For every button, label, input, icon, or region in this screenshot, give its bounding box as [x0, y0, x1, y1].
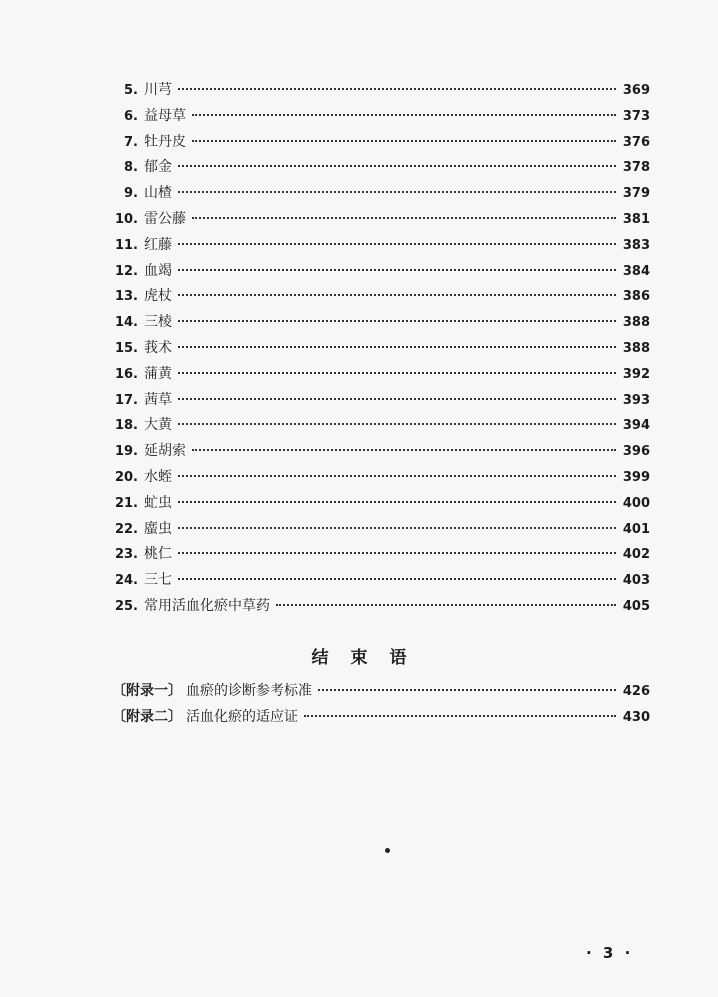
toc-entry: [104, 388, 650, 414]
toc-entry-number: 23.: [114, 547, 138, 563]
toc-entry: [104, 181, 650, 207]
dot-leader: [192, 449, 616, 451]
toc-entry-number: 13.: [114, 289, 138, 305]
dot-leader: [178, 346, 616, 348]
toc-entry-number: 16.: [114, 366, 138, 382]
toc-entry-page: 393: [622, 392, 650, 408]
toc-entry-title: 郁金: [144, 159, 172, 176]
toc-entry-title: 虻虫: [144, 494, 172, 511]
toc-entry-title: 三七: [144, 572, 172, 589]
dot-leader: [178, 475, 616, 477]
toc-entry-page: 399: [622, 469, 650, 485]
toc-entry-page: 384: [622, 263, 650, 279]
toc-entry: [104, 517, 650, 543]
toc-entry-title: 䗪虫: [144, 520, 172, 537]
toc-entry-page: 392: [622, 366, 650, 382]
toc-entry-page: 383: [622, 237, 650, 253]
toc-entry-number: 18.: [114, 418, 138, 434]
toc-entry-title: 雷公藤: [144, 210, 186, 227]
toc-entry-title: 桃仁: [144, 546, 172, 563]
dot-leader: [178, 165, 616, 167]
appendix-page: 430: [622, 710, 650, 725]
appendix-list: [112, 678, 650, 730]
toc-entry: [104, 542, 650, 568]
dot-leader: [178, 527, 616, 529]
section-heading: 结束语: [311, 648, 429, 668]
toc-entry-page: 381: [622, 211, 650, 227]
toc-entry: [104, 413, 650, 439]
toc-entry-title: 茜草: [144, 391, 172, 408]
dot-leader: [178, 88, 616, 90]
toc-entry-page: 394: [622, 418, 650, 434]
dot-leader: [304, 715, 616, 717]
toc-entry-number: 22.: [114, 521, 138, 537]
dot-leader: [178, 501, 616, 503]
toc-entry: [104, 78, 650, 104]
appendix-label: 〔附录二〕: [112, 709, 182, 725]
table-of-contents: [104, 78, 650, 620]
toc-entry: [104, 155, 650, 181]
toc-entry-number: 9.: [124, 186, 138, 202]
toc-entry-number: 11.: [114, 237, 138, 253]
toc-entry-title: 川芎: [144, 82, 172, 98]
appendix-title: 活血化瘀的适应证: [186, 709, 298, 725]
toc-entry-page: 386: [622, 289, 650, 305]
dot-leader: [178, 191, 616, 193]
toc-entry-title: 山楂: [144, 185, 172, 202]
toc-entry-page: 396: [622, 444, 650, 460]
dot-leader: [178, 320, 616, 322]
dot-leader: [178, 578, 616, 580]
toc-entry-title: 益母草: [144, 107, 186, 124]
appendix-entry: [112, 678, 650, 704]
toc-entry-number: 15.: [114, 340, 138, 356]
toc-entry-number: 6.: [124, 108, 138, 124]
toc-entry: [104, 259, 650, 285]
dot-leader: [178, 552, 616, 554]
toc-entry-page: 400: [622, 495, 650, 511]
dot-leader: [178, 294, 616, 296]
toc-entry-page: 378: [622, 160, 650, 176]
toc-entry: [104, 568, 650, 594]
dot-leader: [318, 689, 616, 691]
toc-entry-title: 牡丹皮: [144, 133, 186, 150]
toc-entry-number: 10.: [114, 211, 138, 227]
toc-entry-number: 7.: [124, 134, 138, 150]
toc-entry: [104, 594, 650, 620]
toc-entry-page: 388: [622, 340, 650, 356]
appendix-entry: [112, 704, 650, 730]
appendix-title: 血瘀的诊断参考标准: [186, 683, 312, 699]
page-number: · 3 ·: [586, 944, 634, 962]
dot-leader: [192, 140, 616, 142]
toc-entry-title: 红藤: [144, 236, 172, 253]
toc-entry: [104, 310, 650, 336]
dot-leader: [178, 423, 616, 425]
toc-entry: [104, 130, 650, 156]
toc-entry-number: 24.: [114, 573, 138, 589]
toc-entry-page: 376: [622, 134, 650, 150]
appendix-page: 426: [622, 684, 650, 699]
toc-entry-title: 延胡索: [144, 443, 186, 460]
toc-entry-number: 25.: [114, 598, 138, 614]
toc-entry-number: 21.: [114, 495, 138, 511]
toc-entry-title: 水蛭: [144, 468, 172, 485]
toc-entry-number: 8.: [124, 160, 138, 176]
toc-entry: [104, 362, 650, 388]
toc-entry-title: 蒲黄: [144, 365, 172, 382]
toc-entry-page: 405: [622, 598, 650, 614]
toc-entry-title: 虎杖: [144, 288, 172, 305]
toc-entry: [104, 336, 650, 362]
dot-leader: [178, 372, 616, 374]
toc-entry-page: 403: [622, 573, 650, 589]
toc-entry-number: 5.: [124, 83, 138, 98]
toc-entry-number: 12.: [114, 263, 138, 279]
toc-entry-title: 常用活血化瘀中草药: [144, 597, 270, 614]
dot-leader: [192, 217, 616, 219]
appendix-label: 〔附录一〕: [112, 683, 182, 699]
toc-entry-page: 369: [622, 83, 650, 98]
toc-entry-title: 莪术: [144, 339, 172, 356]
toc-entry-number: 19.: [114, 444, 138, 460]
toc-entry: [104, 465, 650, 491]
toc-entry: [104, 491, 650, 517]
toc-entry-title: 三棱: [144, 314, 172, 331]
toc-entry: [104, 233, 650, 259]
toc-entry-title: 血竭: [144, 262, 172, 279]
toc-entry: [104, 207, 650, 233]
toc-entry-title: 大黄: [144, 417, 172, 434]
dot-leader: [178, 398, 616, 400]
toc-entry: [104, 439, 650, 465]
dot-leader: [178, 243, 616, 245]
toc-entry: [104, 104, 650, 130]
toc-entry-page: 373: [622, 108, 650, 124]
toc-entry-page: 379: [622, 186, 650, 202]
toc-entry-page: 401: [622, 521, 650, 537]
toc-entry-page: 402: [622, 547, 650, 563]
toc-entry: [104, 284, 650, 310]
dot-leader: [178, 269, 616, 271]
toc-entry-page: 388: [622, 315, 650, 331]
decorative-dot: [385, 848, 390, 853]
toc-entry-number: 17.: [114, 392, 138, 408]
dot-leader: [192, 114, 616, 116]
toc-entry-number: 14.: [114, 315, 138, 331]
dot-leader: [276, 604, 616, 606]
toc-entry-number: 20.: [114, 469, 138, 485]
